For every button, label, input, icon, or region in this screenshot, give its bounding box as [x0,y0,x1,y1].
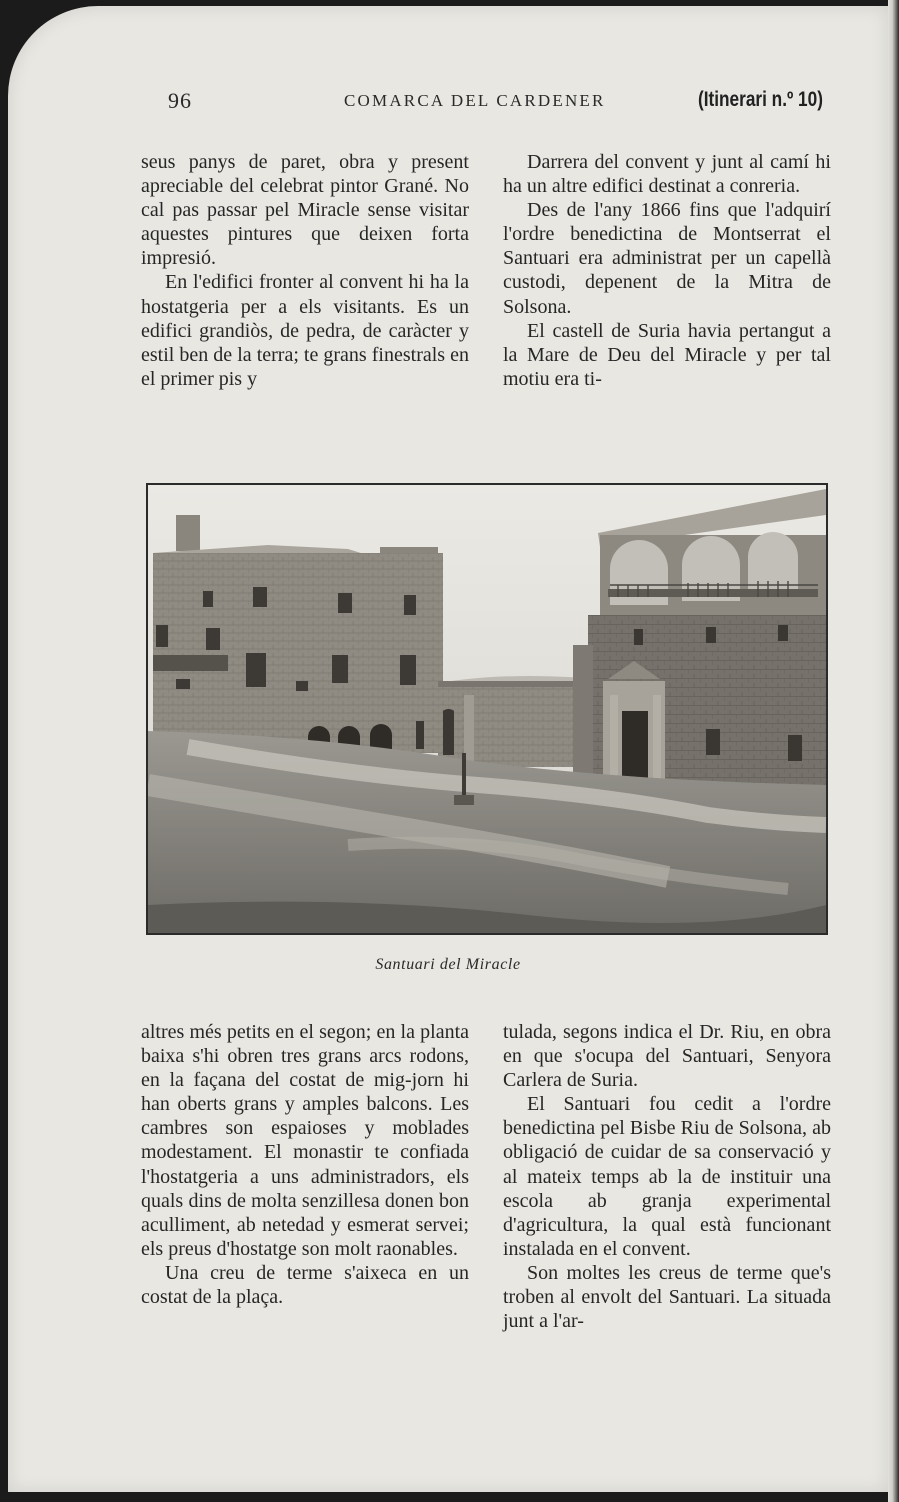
hostatgeria-building [153,515,443,753]
column-top-right [503,150,831,391]
paragraph: Darrera del convent y junt al camí hi ha un altre edifici destinat a conreria. [503,151,831,198]
itinerary-label: (Itinerari n.º 10) [698,88,823,111]
column-bottom-left [141,1020,469,1309]
paragraph: El Santuari fou cedit a l'ordre benedictina pel Bisbe Riu de Solsona, ab obligació de cuidar de sa conservació y al mateix temps ab la de instituir una escola ab granja experimental d'agricultura, la qual està funcionant instalada en el convent. [503,1093,831,1260]
paragraph: En l'edifici fronter al convent hi ha la hostatgeria per a els visitants. Es un edifici grandiòs, de pedra, de caràcter y estil ben de la terra; te grans finestrals en el primer pis y [141,271,469,390]
page-edge [888,0,899,1502]
paragraph: tulada, segons indica el Dr. Riu, en obra en que s'ocupa del Santuari, Senyora Carlera de Suria. [503,1021,831,1092]
paragraph: seus panys de paret, obra y present apreciable del celebrat pintor Grané. No cal pas passar pel Miracle sense visitar aquestes pintures que deixen forta impresió. [141,151,469,270]
running-title: COMARCA DEL CARDENER [344,91,606,110]
paragraph: Una creu de terme s'aixeca en un costat de la plaça. [141,1261,469,1309]
photograph-santuari [146,483,828,935]
paragraph: El castell de Suria havia pertangut a la Mare de Deu del Miracle y per tal motiu era ti- [503,319,831,390]
paragraph: altres més petits en el segon; en la planta baixa s'hi obren tres grans arcs rodons, en la façana del costat de mig-jorn hi han oberts grans y amples balcons. Les cambres son espaioses y moblades modestament. El monastir te confiada l'hostatgeria a uns administradors, els quals dins de molta senzillesa donen bon aculliment, ab netedad y esmerat servei; els preus d'hostatge son molt raonables. [141,1021,469,1260]
column-top-left [141,150,469,391]
page-number: 96 [168,88,192,113]
paragraph: Son moltes les creus de terme que's troben al envolt del Santuari. La situada junt a l'ar- [503,1261,831,1333]
page-header [8,88,888,118]
book-page [8,6,888,1492]
column-bottom-right [503,1020,831,1333]
photo-illustration [148,485,826,933]
figure-caption: Santuari del Miracle [375,956,521,973]
paragraph: Des de l'any 1866 fins que l'adquirí l'ordre benedictina de Montserrat el Santuari era administrat per un capellà custodi, depenent de la Mitra de Solsona. [503,199,831,318]
